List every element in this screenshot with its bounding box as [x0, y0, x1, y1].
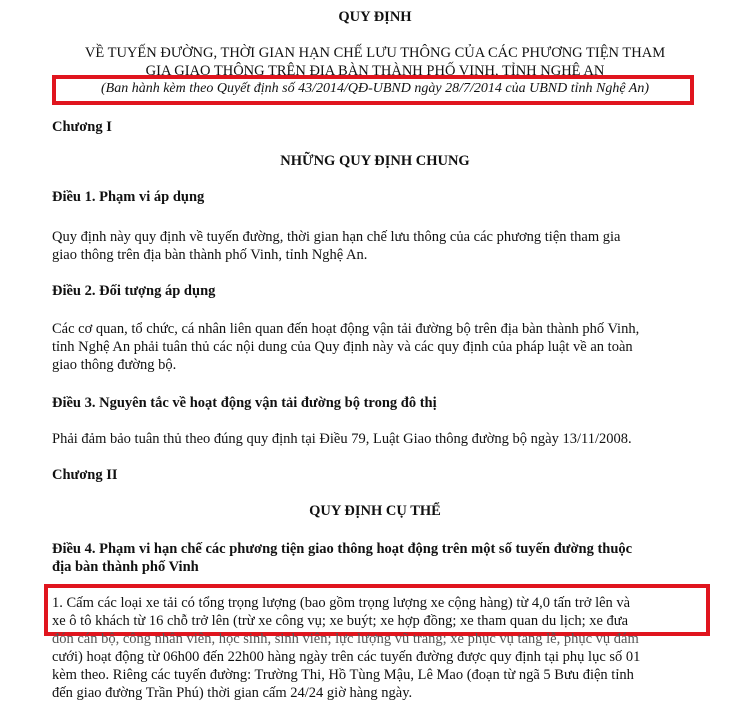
article2-line3: giao thông đường bộ.	[52, 357, 177, 373]
article2-line1: Các cơ quan, tổ chức, cá nhân liên quan đến hoạt động vận tải đường bộ trên địa bàn thành phố Vinh,	[52, 321, 640, 337]
chapter1-title: NHỮNG QUY ĐỊNH CHUNG	[280, 153, 470, 169]
article3-line1: Phải đảm bảo tuân thủ theo đúng quy định tại Điều 79, Luật Giao thông đường bộ ngày 13/11/2008.	[52, 431, 632, 447]
article4-p1-line3: đón cán bộ, công nhân viên, học sinh, sinh viên; lực lượng vũ trang; xe phục vụ tang lễ, phục vụ đám	[52, 631, 639, 647]
article1-heading: Điều 1. Phạm vi áp dụng	[52, 189, 205, 205]
article1-line2: giao thông trên địa bàn thành phố Vinh, tỉnh Nghệ An.	[52, 247, 368, 263]
article4-p1-line1: 1. Cấm các loại xe tải có tổng trọng lượng (bao gồm trọng lượng xe cộng hàng) từ 4,0 tấn trở lên và	[52, 595, 631, 611]
chapter1-label: Chương I	[52, 119, 112, 135]
chapter2-title: QUY ĐỊNH CỤ THỂ	[309, 503, 441, 519]
issued-note: (Ban hành kèm theo Quyết định số 43/2014/QĐ-UBND ngày 28/7/2014 của UBND tỉnh Nghệ An)	[100, 81, 649, 96]
chapter2-label: Chương II	[52, 467, 118, 483]
doc-title: QUY ĐỊNH	[338, 9, 412, 25]
article4-p1-line6: đến giao đường Trần Phú) thời gian cấm 24/24 giờ hàng ngày.	[52, 685, 413, 701]
article1-line1: Quy định này quy định về tuyến đường, thời gian hạn chế lưu thông của các phương tiện tham gia	[52, 229, 621, 245]
article2-line2: tỉnh Nghệ An phải tuân thủ các nội dung của Quy định này và các quy định của pháp luật về an toàn	[52, 339, 633, 355]
doc-subtitle-line1: VỀ TUYẾN ĐƯỜNG, THỜI GIAN HẠN CHẾ LƯU THÔNG CỦA CÁC PHƯƠNG TIỆN THAM	[84, 45, 666, 61]
article4-p1-line5: kèm theo. Riêng các tuyến đường: Trường Thi, Hồ Tùng Mậu, Lê Mao (đoạn từ ngã 5 Bưu điện tỉnh	[52, 667, 634, 683]
article4-p1-line2: xe ô tô khách từ 16 chỗ trở lên (trừ xe công vụ; xe buýt; xe hợp đồng; xe tham quan du lịch; xe đưa	[52, 613, 629, 629]
article4-p1-line4: cưới) hoạt động từ 06h00 đến 22h00 hàng ngày trên các tuyến đường được quy định tại phụ lục số 01	[52, 649, 641, 665]
article4-heading-line2: địa bàn thành phố Vinh	[52, 559, 199, 575]
article4-heading-line1: Điều 4. Phạm vi hạn chế các phương tiện giao thông hoạt động trên một số tuyến đường thuộc	[52, 541, 633, 557]
doc-subtitle-line2: GIA GIAO THÔNG TRÊN ĐỊA BÀN THÀNH PHỐ VINH, TỈNH NGHỆ AN	[145, 63, 605, 79]
article2-heading: Điều 2. Đối tượng áp dụng	[52, 283, 216, 299]
article3-heading: Điều 3. Nguyên tắc về hoạt động vận tải đường bộ trong đô thị	[52, 395, 437, 411]
